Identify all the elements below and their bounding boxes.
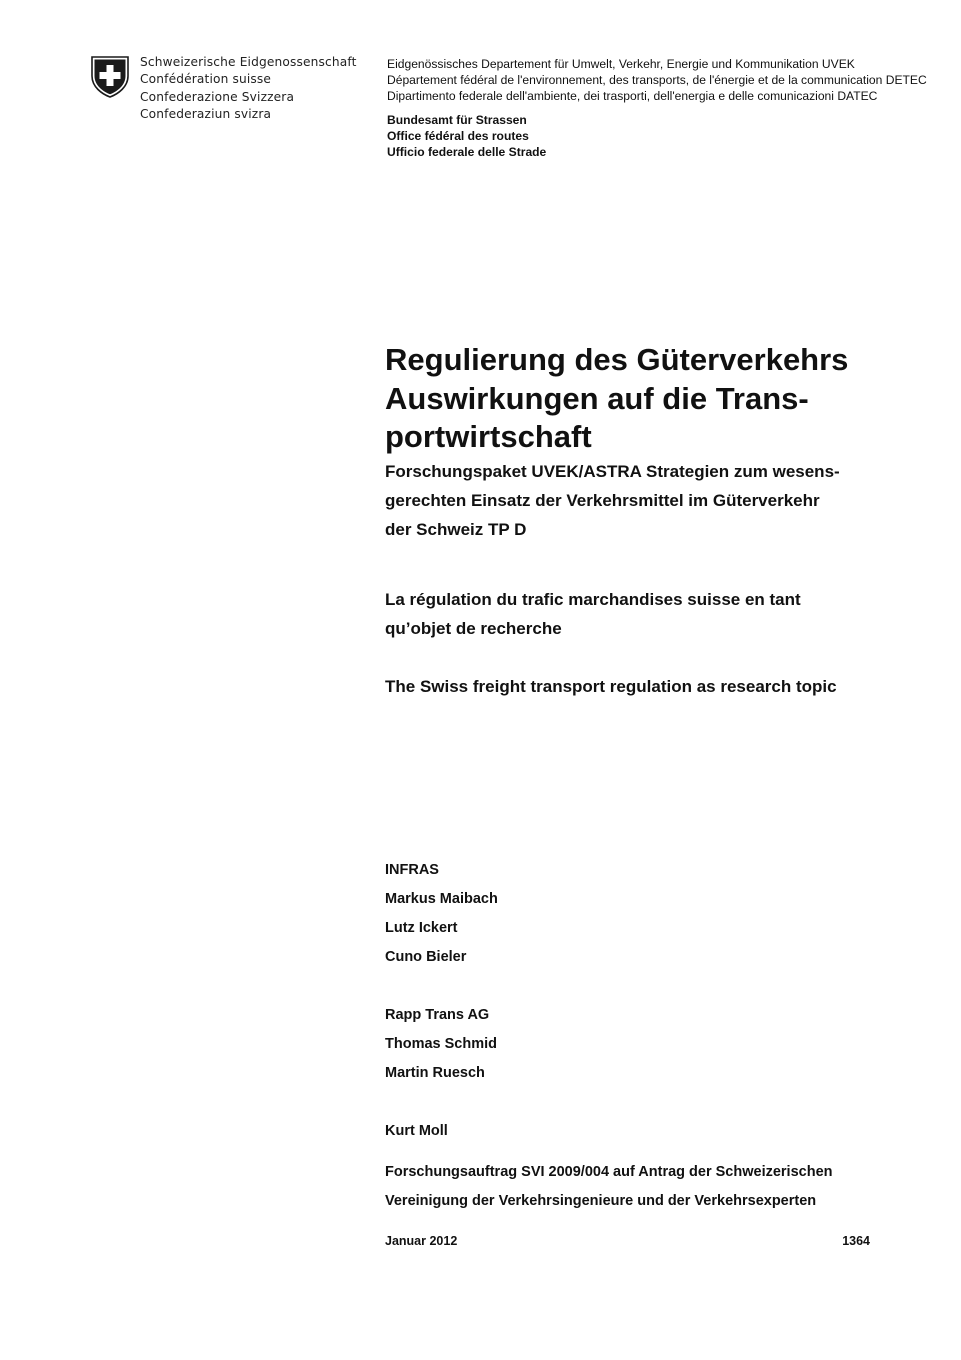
office-name-it: Ufficio federale delle Strade [387,145,547,160]
author-name: Cuno Bieler [385,949,467,965]
publication-date: Januar 2012 [385,1234,458,1248]
report-subtitle [385,457,840,544]
author-organization: Rapp Trans AG [385,1007,490,1023]
report-subtitle-line: Forschungspaket UVEK/ASTRA Strategien zum wesens- [385,462,840,481]
report-title-line: Auswirkungen auf die Trans- [385,380,809,416]
office-name-fr: Office fédéral des routes [387,129,529,144]
title-french [385,585,801,643]
confederation-names [140,54,357,123]
department-name-fr: Département fédéral de l'environnement, des transports, de l'énergie et de la communication DETEC [387,73,927,88]
research-order [385,1158,833,1216]
title-french-line: La régulation du trafic marchandises suisse en tant [385,590,801,609]
report-subtitle-line: der Schweiz TP D [385,520,527,539]
department-names [387,56,927,104]
author-group-spacer [385,972,498,1001]
report-number: 1364 [842,1234,870,1248]
confederation-name-rm: Confederaziun svizra [140,106,272,121]
research-order-line: Vereinigung der Verkehrsingenieure und der Verkehrsexperten [385,1193,817,1209]
report-title-line: Regulierung des Güterverkehrs [385,342,849,377]
author-name: Lutz Ickert [385,920,458,936]
department-name-de: Eidgenössisches Departement für Umwelt, Verkehr, Energie und Kommunikation UVEK [387,57,855,71]
research-order-line: Forschungsauftrag SVI 2009/004 auf Antrag der Schweizerischen [385,1164,833,1180]
author-organization: INFRAS [385,862,439,878]
office-name-de: Bundesamt für Strassen [387,113,527,127]
report-title-line: portwirtschaft [385,419,592,454]
author-name: Thomas Schmid [385,1036,497,1052]
author-name: Markus Maibach [385,891,498,907]
authors-list [385,856,498,1146]
title-french-line: qu’objet de recherche [385,619,562,638]
confederation-name-de: Schweizerische Eidgenossenschaft [140,55,357,69]
author-name: Martin Ruesch [385,1065,485,1081]
confederation-name-it: Confederazione Svizzera [140,89,295,104]
office-names [387,112,546,160]
department-name-it: Dipartimento federale dell'ambiente, dei trasporti, dell'energia e delle comunicazioni DATEC [387,89,878,104]
author-name: Kurt Moll [385,1123,448,1139]
title-english: The Swiss freight transport regulation as research topic [385,677,837,696]
report-title [385,341,848,457]
author-group-spacer [385,1088,498,1117]
swiss-coat-of-arms-logo [90,54,130,98]
report-subtitle-line: gerechten Einsatz der Verkehrsmittel im Güterverkehr [385,491,820,510]
confederation-name-fr: Confédération suisse [140,72,272,87]
